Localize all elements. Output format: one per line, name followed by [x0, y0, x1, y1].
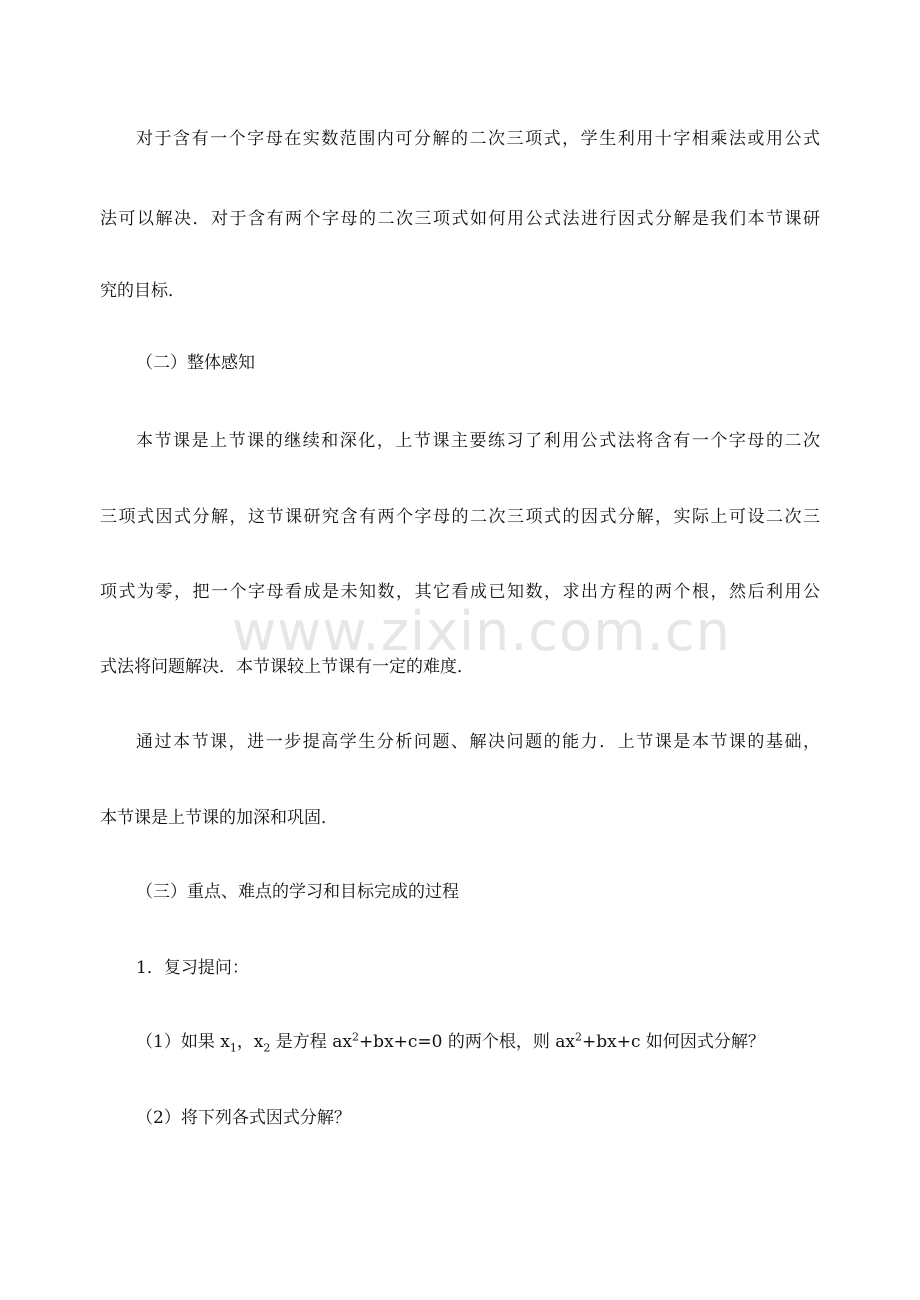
question-1-sub-2: 2 — [263, 1041, 271, 1055]
paragraph-1-line-2: 法可以解决．对于含有两个字母的二次三项式如何用公式法进行因式分解是我们本节课研 — [100, 209, 820, 229]
watermark: www.zixin.com.cn — [232, 600, 731, 663]
paragraph-2-line-2: 三项式因式分解，这节课研究含有两个字母的二次三项式的因式分解，实际上可设二次三 — [100, 507, 820, 527]
question-1-sup-1: 2 — [351, 1030, 359, 1044]
paragraph-1-line-1: 对于含有一个字母在实数范围内可分解的二次三项式，学生利用十字相乘法或用公式 — [136, 129, 820, 149]
paragraph-2-line-1: 本节课是上节课的继续和深化，上节课主要练习了利用公式法将含有一个字母的二次 — [136, 431, 820, 451]
paragraph-3-line-1: 通过本节课，进一步提高学生分析问题、解决问题的能力．上节课是本节课的基础， — [136, 732, 820, 752]
question-1-mid-3: +bx+c=0 的两个根，则 ax — [358, 1032, 576, 1052]
paragraph-2-line-3: 项式为零，把一个字母看成是未知数，其它看成已知数，求出方程的两个根，然后利用公 — [100, 582, 820, 602]
question-1-suffix: +bx+c 如何因式分解？ — [582, 1032, 765, 1052]
section-heading-3: （三）重点、难点的学习和目标完成的过程 — [136, 882, 459, 902]
question-1-sup-2: 2 — [575, 1030, 583, 1044]
question-1-sub-1: 1 — [229, 1041, 237, 1055]
section-heading-2: （二）整体感知 — [136, 353, 255, 373]
paragraph-2-line-4: 式法将问题解决．本节课较上节课有一定的难度． — [100, 657, 474, 677]
paragraph-1-line-3: 究的目标． — [100, 281, 185, 301]
question-1-mid-1: ，x — [236, 1032, 264, 1052]
list-item-1: 1．复习提问： — [136, 958, 249, 978]
question-1-prefix: （1）如果 x — [136, 1032, 230, 1052]
paragraph-3-line-2: 本节课是上节课的加深和巩固． — [100, 808, 338, 828]
question-1-mid-2: 是方程 ax — [270, 1032, 352, 1052]
question-2: （2）将下列各式因式分解？ — [136, 1108, 351, 1128]
question-1 — [0, 1030, 920, 1054]
